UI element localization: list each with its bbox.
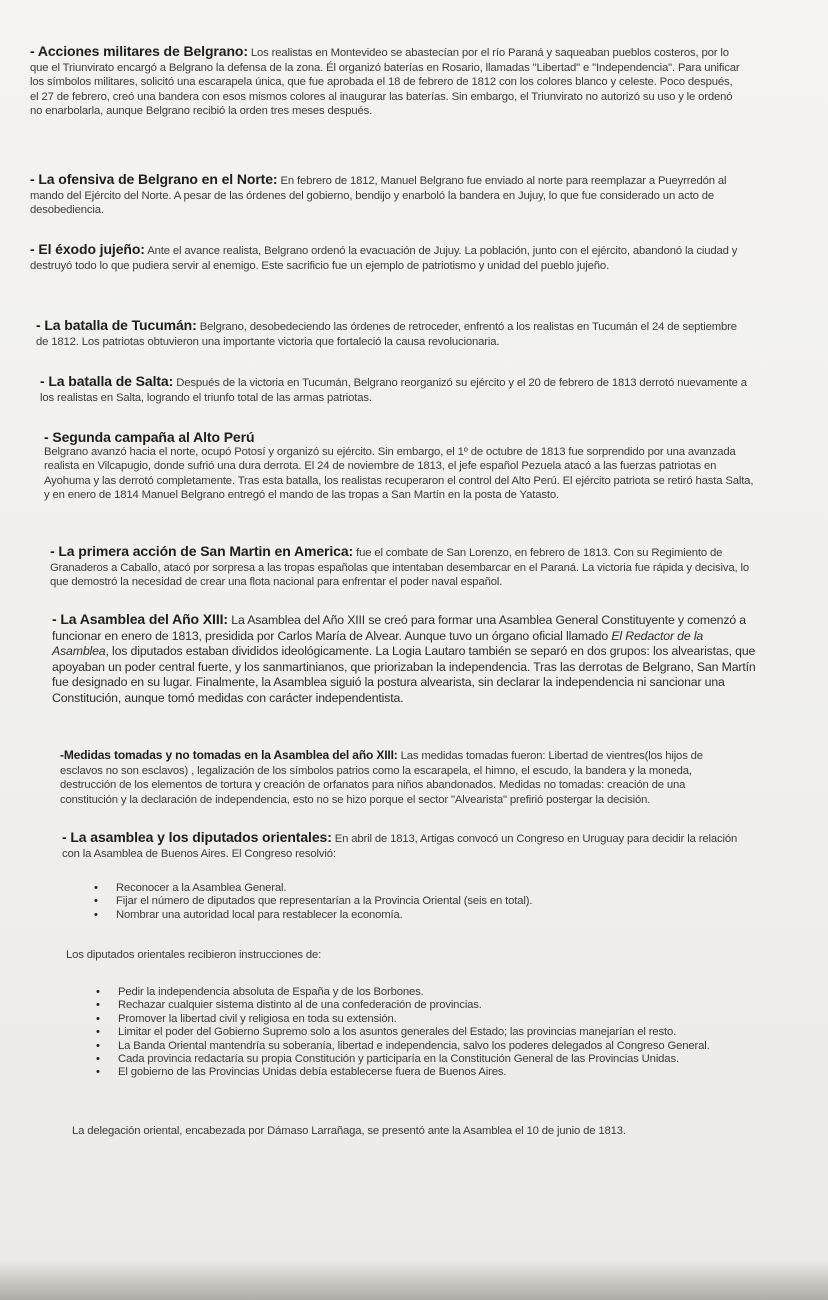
section-body: Belgrano avanzó hacia el norte, ocupó Potosí y organizó su ejército. Sin embargo, el 1º de octubre de 1813 fue sorprendido por una avanzada realista en Vilcapugio, donde sufrió una dura derrota. El 24 de noviembre de 1813, el jefe español Pezuela atacó a las fuerzas patriotas en Ayohuma y las derrotó completamente. Tras esta batalla, los realistas recuperaron el control del Alto Perú. El ejército patriota se retiró hasta Salta, y en enero de 1814 Manuel Belgrano entregó el mando de las tropas a San Martín en la posta de Yatasto. (44, 445, 754, 502)
list-item: • Limitar el poder del Gobierno Supremo solo a los asuntos generales del Estado; las provincias manejarían el resto. (118, 1026, 782, 1039)
instrucciones-list (62, 986, 782, 1080)
list-item: • El gobierno de las Provincias Unidas debía establecerse fuera de Buenos Aires. (118, 1066, 782, 1079)
section-exodo-jujeno (30, 242, 740, 273)
section-body-post: , los diputados estaban divididos ideológicamente. La Logia Lautaro también se separó en dos grupos: los alvearistas, que apoyaban un poder central fuerte, y los sanmartinianos, que priorizaban la independencia. Tras las derrotas de Belgrano, San Martín fue designado en su lugar. Finalmente, la Asamblea siguió la postura alvearista, sin declarar la independencia ni sancionar una Constitución, aunque tomó medidas con carácter independentista. (52, 644, 756, 705)
instrucciones-intro: Los diputados orientales recibieron instrucciones de: (66, 949, 322, 961)
section-acciones-militares (30, 44, 740, 119)
section-batalla-salta (40, 374, 750, 405)
section-title: - Segunda campaña al Alto Perú (44, 429, 255, 445)
section-title: -Medidas tomadas y no tomadas en la Asamblea del año XIII: (60, 748, 398, 762)
section-title: - La batalla de Salta: (40, 373, 174, 389)
section-diputados-orientales (62, 830, 742, 861)
list-item: • La Banda Oriental mantendría su soberanía, libertad e independencia, salvo los poderes delegados al Congreso General. (118, 1040, 782, 1053)
list-item: • Promover la libertad civil y religiosa en toda su extensión. (118, 1013, 782, 1026)
section-body-pre: La Asamblea del Año XIII se creó para formar una Asamblea General Constituyente y comenzó a funcionar en enero de 1813, presidida por Carlos María de Alvear. Aunque tuvo un órgano oficial llamado (52, 613, 746, 643)
list-item: • Nombrar una autoridad local para restablecer la economía. (116, 909, 760, 922)
section-title: - La Asamblea del Año XIII: (52, 611, 228, 627)
section-batalla-tucuman (36, 318, 746, 349)
section-body-italic: El Redactor de la Asamblea (52, 628, 704, 659)
section-medidas (60, 748, 740, 807)
list-item: • Reconocer a la Asamblea General. (116, 882, 760, 895)
list-item: • Cada provincia redactaría su propia Constitución y participaría en la Constitución General de las Provincias Unidas. (118, 1053, 782, 1066)
section-body: fue el combate de San Lorenzo, en febrero de 1813. Con su Regimiento de Granaderos a Caballo, atacó por sorpresa a las tropas españolas que intentaban desembarcar en el Paraná. La victoria fue rápida y decisiva, lo que demostró la necesidad de crear una flota nacional para enfrentar el poder naval español. (50, 547, 749, 589)
section-body: En abril de 1813, Artigas convocó un Congreso en Uruguay para decidir la relación con la Asamblea de Buenos Aires. El Congreso resolvió: (62, 833, 738, 860)
section-title: - La asamblea y los diputados orientales: (62, 829, 332, 845)
section-body: En febrero de 1812, Manuel Belgrano fue enviado al norte para reemplazar a Pueyrredón al mando del Ejército del Norte. A pesar de las órdenes del gobierno, bendijo y enarboló la bandera en Jujuy, lo que fue considerado un acto de desobediencia. (30, 175, 727, 217)
section-title: - Acciones militares de Belgrano: (30, 43, 248, 59)
list-item: • Fijar el número de diputados que representarían a la Provincia Oriental (seis en total). (116, 895, 760, 908)
section-ofensiva-norte (30, 172, 740, 218)
congreso-list (60, 882, 760, 922)
section-body: Ante el avance realista, Belgrano ordenó la evacuación de Jujuy. La población, junto con el ejército, abandonó la ciudad y destruyó todo lo que pudiera servir al enemigo. Este sacrificio fue un ejemplo de patriotismo y unidad del pueblo jujeño. (30, 245, 738, 272)
section-segunda-campana (44, 430, 754, 503)
page-edge-shadow (0, 1260, 828, 1300)
section-title: - La ofensiva de Belgrano en el Norte: (30, 171, 278, 187)
section-title: - La primera acción de San Martin en America: (50, 543, 354, 559)
section-body: Los realistas en Montevideo se abastecían por el río Paraná y saqueaban pueblos costeros, por lo que el Triunvirato encargó a Belgrano la defensa de la zona. Él organizó baterías en Rosario, llamadas "Libertad" e "Independencia". Para unificar los símbolos militares, solicitó una escarapela única, que fue aprobada el 18 de febrero de 1812 con los colores blanco y celeste. Poco después, el 27 de febrero, creó una bandera con esos mismos colores al inaugurar las baterías. Sin embargo, el Triunvirato no autorizó su uso y le ordenó no enarbolarla, aunque Belgrano recibió la orden tres meses después. (30, 47, 740, 118)
section-asamblea-xiii (52, 612, 762, 707)
list-item: • Rechazar cualquier sistema distinto al de una confederación de provincias. (118, 999, 782, 1012)
section-san-martin (50, 544, 760, 590)
list-item: • Pedir la independencia absoluta de España y de los Borbones. (118, 986, 782, 999)
section-title: - El éxodo jujeño: (30, 241, 145, 257)
section-body: Las medidas tomadas fueron: Libertad de vientres(los hijos de esclavos no son esclavos) , legalización de los símbolos patrios como la escarapela, el himno, el escudo, la bandera y la moneda, destrucción de los elementos de tortura y creación de orfanatos para niños abandonados. Medidas no tomadas: creación de una constitución y la declaración de independencia, esto no se hizo porque el sector "Alvearista" prefirió postergar la decisión. (60, 750, 703, 806)
section-title: - La batalla de Tucumán: (36, 317, 197, 333)
section-body: Después de la victoria en Tucumán, Belgrano reorganizó su ejército y el 20 de febrero de 1813 derrotó nuevamente a los realistas en Salta, logrando el triunfo total de las armas patriotas. (40, 377, 747, 404)
closing-paragraph: La delegación oriental, encabezada por Dámaso Larrañaga, se presentó ante la Asamblea el 10 de junio de 1813. (72, 1125, 626, 1137)
section-body: Belgrano, desobedeciendo las órdenes de retroceder, enfrentó a los realistas en Tucumán el 24 de septiembre de 1812. Los patriotas obtuvieron una importante victoria que fortaleció la causa revolucionaria. (36, 321, 737, 348)
